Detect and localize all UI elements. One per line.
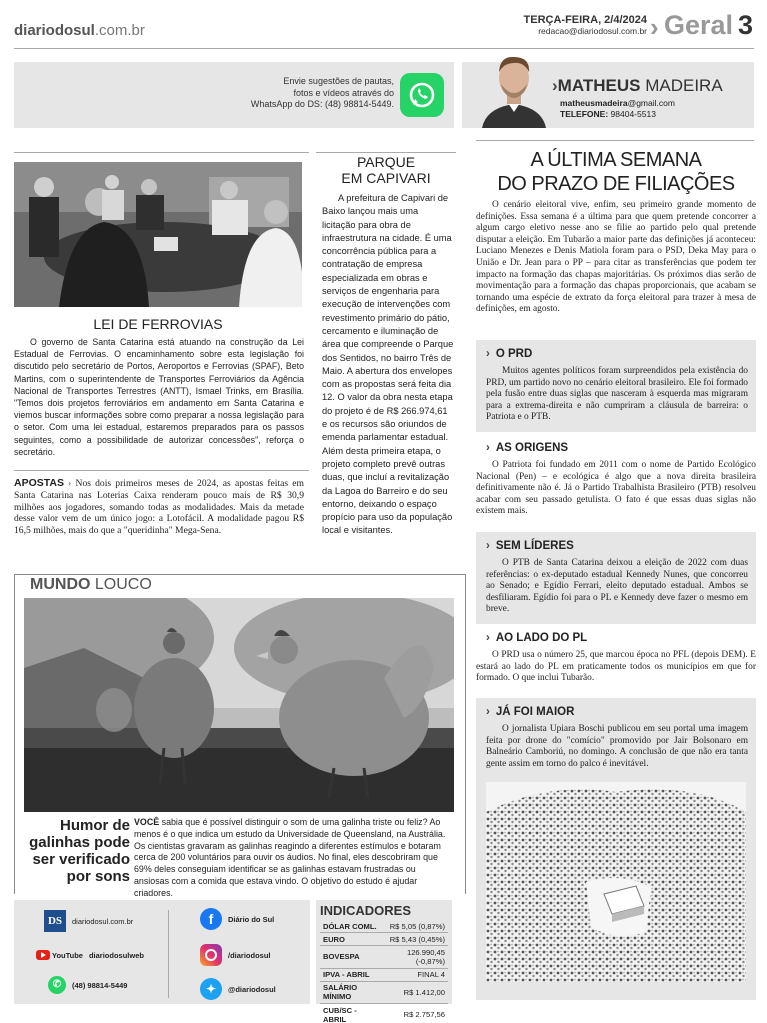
indicator-label: DÓLAR COML. <box>320 920 382 933</box>
headline-line-2: DO PRAZO DE FILIAÇÕES <box>497 173 735 195</box>
columnist-first-name: MATHEUS <box>557 76 641 95</box>
columnist-name <box>552 76 723 96</box>
mundo-louco-label-bold: MUNDO <box>30 576 91 593</box>
indicator-value: R$ 1.412,00 <box>382 981 448 1003</box>
site-name-domain: .com.br <box>94 22 145 39</box>
table-row <box>320 933 448 946</box>
note-lideres-title <box>486 540 748 552</box>
ferrovias-body <box>14 336 304 458</box>
indicadores-box <box>316 900 452 1023</box>
columnist-last-name: MADEIRA <box>645 76 723 95</box>
masthead-site[interactable] <box>14 22 145 39</box>
mundo-louco-label <box>26 576 156 594</box>
indicadores-title: INDICADORES <box>320 903 412 918</box>
whatsapp-line-3: WhatsApp do DS: (48) 98814-5449. <box>250 99 394 109</box>
columnist-email-domain: @gmail.com <box>627 98 675 108</box>
indicator-value: R$ 2.757,56 <box>382 1003 448 1023</box>
main-headline <box>476 148 756 196</box>
lead-text: O cenário eleitoral vive, enfim, seu primeiro grande momento de definições. Essa semana é a última para que quem pretende concorrer a algum cargo eletivo nesse ano se filie ao partido pelo qual pretende disputar a eleição. Em Tubarão a maior parte das definições já aconteceu: Luciano Menezes e Denis Matiola foram para o PSD, Deka May para o União e Dr. Jean para o PP – para citar as transferências que podem ter impacto na formação das chapas majoritárias. Os próximos dias serão de movimentação para a formação das chapas proporcionais, que acabam se tornando uma espécie de extrato da força eleitoral para trazer à mesa de definições, em agosto. <box>476 200 756 315</box>
lead-article <box>476 200 756 316</box>
whatsapp-line-2: fotos e vídeos através do <box>293 87 394 98</box>
note-origens <box>476 442 756 518</box>
ferrovias-title: LEI DE FERROVIAS <box>93 316 223 332</box>
top-rule-right <box>476 140 754 141</box>
footer-facebook-link[interactable] <box>200 908 274 930</box>
chickens-photo <box>24 598 454 812</box>
footer-whatsapp-number: (48) 98814-5449 <box>72 980 128 990</box>
site-name-bold: diariodosul <box>14 22 95 39</box>
youtube-icon <box>36 950 50 960</box>
capivari-title-line-1: PARQUE <box>356 154 416 170</box>
apostas-chevron-icon: › <box>63 478 76 489</box>
capivari-body <box>322 192 454 538</box>
whatsapp-promo <box>14 62 454 128</box>
indicator-value: R$ 5,43 (0,45%) <box>382 933 448 946</box>
note-prd-heading: O PRD <box>495 348 533 360</box>
apostas-text: Nos dois primeiros meses de 2024, as apostas feitas em Santa Catarina nas Loterias Caixa renderam pouco mais de R$ 30,9 milhões aos jogadores, somando todas as modalidades. Mais da metade desse valor vem de um único jogo: a Lotofácil. A modalidade pagou R$ 16,5 milhões, mais do que a "queridinha" Mega-Sena. <box>14 478 305 537</box>
note-maior <box>476 698 756 1000</box>
footer-site-link[interactable] <box>44 910 133 932</box>
note-origens-heading: AS ORIGENS <box>495 442 569 454</box>
note-lideres <box>476 532 756 624</box>
indicator-label: CUB/SC - ABRIL <box>320 1003 382 1023</box>
note-pl-heading: AO LADO DO PL <box>495 632 588 644</box>
footer-instagram-link[interactable] <box>200 944 271 966</box>
top-rule-mid <box>316 152 456 153</box>
whatsapp-promo-text <box>251 76 394 111</box>
apostas-label: APOSTAS <box>14 477 64 489</box>
table-row <box>320 1003 448 1023</box>
mundo-louco-label-rest: LOUCO <box>94 576 152 593</box>
header-date: TERÇA-FEIRA, 2/4/2024 <box>523 14 647 26</box>
footer-twitter-link[interactable] <box>200 978 276 1000</box>
indicator-value: R$ 5,05 (0,87%) <box>382 920 448 933</box>
meeting-photo <box>14 162 302 307</box>
note-pl-title <box>486 632 756 644</box>
header-date-block <box>447 14 647 36</box>
whatsapp-icon[interactable] <box>400 73 444 117</box>
mundo-louco-caption-title: Humor de galinhas pode ser verificado por sons <box>29 817 130 885</box>
footer-youtube-link[interactable] <box>36 950 144 960</box>
note-origens-chevron-icon: › <box>486 442 490 454</box>
header-email[interactable]: redacao@diariodosul.com.br <box>538 26 647 36</box>
note-prd <box>476 340 756 432</box>
note-lideres-heading: SEM LÍDERES <box>495 540 574 552</box>
note-origens-title <box>486 442 756 454</box>
columnist-phone-label: TELEFONE: <box>560 109 609 119</box>
indicator-value: 126.990,45 (-0,87%) <box>382 946 448 968</box>
page-number: 3 <box>738 10 754 40</box>
indicator-label: SALÁRIO MÍNIMO <box>320 981 382 1003</box>
columnist-email[interactable] <box>560 98 675 109</box>
footer-divider <box>168 910 169 998</box>
facebook-icon: f <box>200 908 222 930</box>
note-maior-chevron-icon: › <box>486 706 490 718</box>
twitter-handle: @diariodosul <box>228 984 276 994</box>
apostas-rule <box>14 470 309 471</box>
note-pl <box>476 632 756 685</box>
indicator-label: IPVA - ABRIL <box>320 968 382 981</box>
instagram-icon <box>200 944 222 966</box>
youtube-handle: diariodosulweb <box>88 950 144 960</box>
mundo-louco-body <box>134 817 452 900</box>
mundo-louco-text: sabia que é possível distinguir o som de uma galinha triste ou feliz? Ao menos é o que indica um estudo da Universidade de Queensland, na Austrália. Os cientistas gravaram as galinhas reagindo a diferentes estímulos e botaram cerca de 200 voluntários para ouvir os áudios. No final, eles descobriram que 69% deles conseguiam identificar se as galinhas estavam frustradas ou ansiosas com a comida que estava vindo. O objetivo do estudo é ajudar criadores. <box>134 817 446 898</box>
ferrovias-text: O governo de Santa Catarina está atuando na construção da Lei Estadual de Ferrovias. O encaminhamento sobre esta legislação foi discutido pelo secretário de Portos, Aeroportos e Ferrovias (SPAF), Beto Martins, com o superintendente de Transportes Ferroviários da Agência Nacional de Transportes Terrestres (ANTT), Ismael Trinks, em Brasília. "Temos dois projetos ferroviários em andamento em Santa Catarina e viemos buscar informações sobre como preparar a nossa legislação para o setor. Com uma lei estadual, estaremos preparados para os passos seguintes, como a possibilidade de autorizar concessões", reforça o secretário. <box>14 337 304 457</box>
capivari-title-line-2: EM CAPIVARI <box>341 170 431 186</box>
columnist-contact <box>560 98 675 120</box>
note-origens-text: O Patriota foi fundado em 2011 com o nome de Partido Ecológico Nacional (Pen) – e ecológica é algo que a nova direita brasileira definitivamente não é. Já o Partido Trabalhista Brasileiro (PTB) resolveu acabar com seu passado getulista. O fato é que essas duas siglas não existem mais. <box>476 460 756 517</box>
youtube-label: YouTube <box>52 950 83 960</box>
columnist-phone <box>560 109 675 120</box>
note-maior-heading: JÁ FOI MAIOR <box>495 706 575 718</box>
indicator-label: EURO <box>320 933 382 946</box>
top-rule-left <box>14 152 309 153</box>
columnist-chevron-icon: › <box>552 76 558 95</box>
table-row <box>320 946 448 968</box>
whatsapp-line-1: Envie sugestões de pautas, <box>283 76 394 86</box>
note-prd-chevron-icon: › <box>486 348 490 360</box>
capivari-text: A prefeitura de Capivari de Baixo lançou mais uma licitação para obra de infraestrutura na cidade. É uma concorrência pública para a contratação de empresa especializada em obras e serviços de engenharia para execução de intervenções com revestimento primário do pátio, cercamento e iluminação de área que compreende o Parque dos Sentidos, no bairro Três de Maio. A abertura dos envelopes com as propostas será feita dia 12. O valor da obra nesta etapa do projeto é de R$ 266.974,61 e os recursos são oriundos de emenda parlamentar estadual. Além desta primeira etapa, o projeto completo prevê outras duas, que incluí a revitalização da Lagoa do Barreiro e do seu entorno, deixando o espaço propício para uso da população local e visitantes. <box>322 193 454 536</box>
facebook-handle: Diário do Sul <box>228 914 275 924</box>
indicadores-table <box>320 920 448 1023</box>
section-chevron-icon: › <box>650 12 659 42</box>
columnist-phone-number: 98404-5513 <box>610 109 656 119</box>
note-maior-text: O jornalista Upiara Boschi publicou em seu portal uma imagem feita por drone do "comício" promovido por Jair Bolsonaro em Balneário Camboriú, no domingo. A conclusão de que não era tanta gente assim em torno do palco é inevitável. <box>486 724 748 769</box>
mundo-louco-lead-word: VOCÊ <box>134 817 160 827</box>
columnist-email-user: matheusmadeira <box>560 98 628 108</box>
header-rule <box>14 48 754 49</box>
columnist-photo <box>478 48 550 128</box>
note-pl-text: O PRD usa o número 25, que marcou época no PFL (depois DEM). E estará ao lado do PL em praticamente todos os municípios em que for formado. O que inclui Tubarão. <box>476 650 756 684</box>
indicator-label: BOVESPA <box>320 946 382 968</box>
drone-crowd-photo <box>486 782 746 982</box>
ds-logo-icon: DS <box>44 910 66 932</box>
table-row <box>320 981 448 1003</box>
note-prd-text: Muitos agentes políticos foram surpreendidos pela existência do PRD, um partido novo no cenário eleitoral brasileiro. Ele foi formado pela fusão entre duas siglas que nasceram à esquerda mas migraram para a extrema-direita e não cumpriram a cláusula de barreira: o Patriota e o PTB. <box>486 366 748 423</box>
capivari-title <box>316 154 456 186</box>
section-title: Geral <box>664 10 734 40</box>
footer-whatsapp-icon: ✆ <box>48 976 66 994</box>
note-maior-title <box>486 706 748 718</box>
note-prd-title <box>486 348 748 360</box>
footer-site-text: diariodosul.com.br <box>72 916 134 926</box>
note-lideres-text: O PTB de Santa Catarina deixou a eleição de 2022 com duas referências: o ex-deputado estadual Kennedy Nunes, que concorreu ao Senado; e Egídio Ferrari, eleito deputado estadual. Ambos se desfiliaram. Egídio foi para o PL e Kennedy deve fazer o mesmo em breve. <box>486 558 748 615</box>
note-lideres-chevron-icon: › <box>486 540 490 552</box>
instagram-handle: /diariodosul <box>228 950 271 960</box>
note-pl-chevron-icon: › <box>486 632 490 644</box>
indicator-value: FINAL 4 <box>382 968 448 981</box>
twitter-icon: ✦ <box>200 978 222 1000</box>
table-row <box>320 968 448 981</box>
table-row <box>320 920 448 933</box>
headline-line-1: A ÚLTIMA SEMANA <box>530 149 702 171</box>
apostas-body <box>14 478 304 537</box>
footer-whatsapp-link[interactable] <box>48 976 127 994</box>
